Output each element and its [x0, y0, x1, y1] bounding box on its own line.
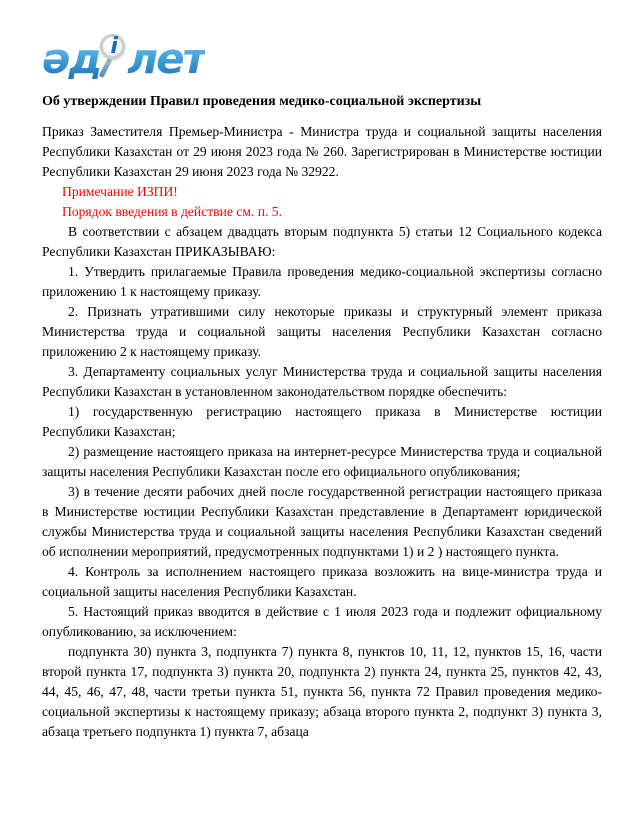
- adilet-logo[interactable]: [42, 34, 205, 88]
- document-body: [42, 92, 602, 742]
- logo-letter-i: [100, 34, 127, 84]
- izpi-note: Примечание ИЗПИ!: [62, 184, 178, 199]
- logo-letter-i-glyph: і: [110, 34, 118, 59]
- order-paragraph: 5. Настоящий приказ вводится в действие с 1 июля 2023 года и подлежит официальному опубликованию, за исключением:: [42, 604, 602, 639]
- order-paragraph: 1) государственную регистрацию настоящего приказа в Министерстве юстиции Республики Казахстан;: [42, 404, 602, 439]
- logo-text-left: әд: [42, 34, 101, 83]
- magnifier-handle-icon: [99, 58, 113, 78]
- izpi-note: Порядок введения в действие см. п. 5.: [62, 204, 282, 219]
- order-paragraph: 1. Утвердить прилагаемые Правила проведения медико-социальной экспертизы согласно приложению 1 к настоящему приказу.: [42, 264, 602, 299]
- order-paragraph: В соответствии с абзацем двадцать вторым подпункта 5) статьи 12 Социального кодекса Республики Казахстан ПРИКАЗЫВАЮ:: [42, 224, 602, 259]
- izpi-note-list: [42, 182, 602, 222]
- order-paragraph: 2. Признать утратившими силу некоторые приказы и структурный элемент приказа Министерства труда и социальной защиты населения Республики Казахстан согласно приложению 2 к настоящему приказу.: [42, 304, 602, 359]
- order-paragraph: 3. Департаменту социальных услуг Министерства труда и социальной защиты населения Республики Казахстан в установленном законодательством порядке обеспечить:: [42, 364, 602, 399]
- order-paragraph-list: [42, 222, 602, 742]
- order-preamble: Приказ Заместителя Премьер-Министра - Министра труда и социальной защиты населения Республики Казахстан от 29 июня 2023 года № 260. Зарегистрирован в Министерстве юстиции Республики Казахстан 29 июня 2023 года № 32922.: [42, 124, 602, 179]
- order-paragraph: подпункта 30) пункта 3, подпункта 7) пункта 8, пунктов 10, 11, 12, пунктов 15, 16, части второй пункта 17, подпункта 3) пункта 20, подпункта 2) пункта 24, пункта 25, пунктов 42, 43, 44, 45, 46, 47, 48, части третьи пункта 51, пункта 56, пункта 72 Правил проведения медико-социальной экспертизы к настоящему приказу; абзаца второго пункта 2, подпункт 3) пункта 3, абзаца третьего подпункта 1) пункта 7, абзаца: [42, 644, 602, 739]
- order-paragraph: 2) размещение настоящего приказа на интернет-ресурсе Министерства труда и социальной защиты населения Республики Казахстан после его официального опубликования;: [42, 444, 602, 479]
- order-paragraph: 3) в течение десяти рабочих дней после государственной регистрации настоящего приказа в Министерстве юстиции Республики Казахстан представление в Департамент юридической службы Министерства труда и социальной защиты населения Республики Казахстан сведений об исполнении мероприятий, предусмотренных подпунктами 1) и 2 ) настоящего пункта.: [42, 484, 602, 559]
- document-title: Об утверждении Правил проведения медико-социальной экспертизы: [42, 94, 482, 109]
- logo-text-right: лет: [127, 34, 205, 83]
- order-paragraph: 4. Контроль за исполнением настоящего приказа возложить на вице-министра труда и социальной защиты населения Республики Казахстан.: [42, 564, 602, 599]
